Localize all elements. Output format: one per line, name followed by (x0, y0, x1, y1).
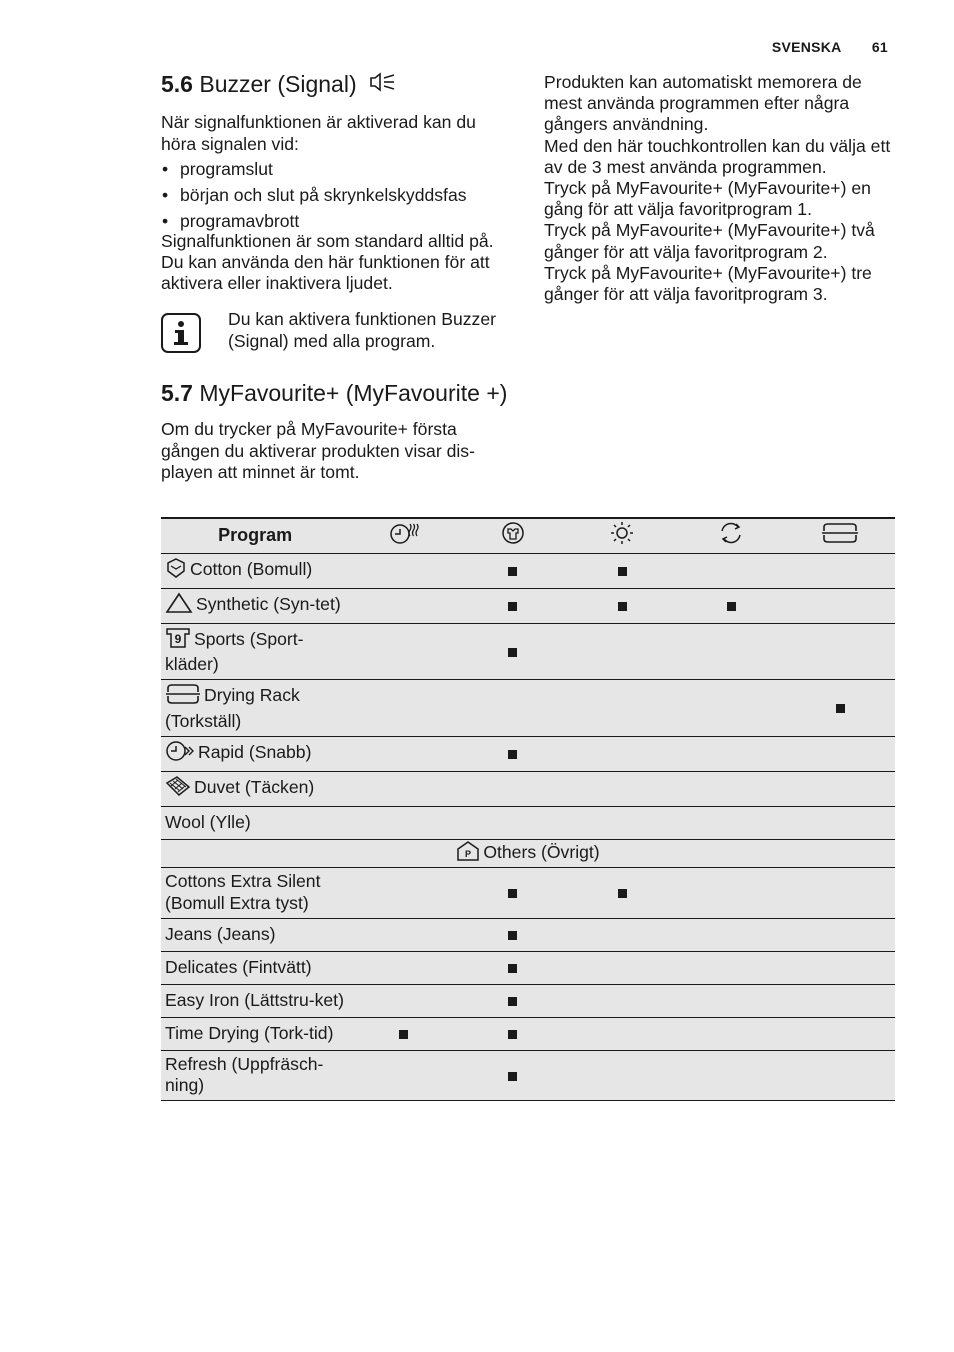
duvet-icon (165, 775, 191, 802)
option-cell (349, 1017, 458, 1050)
program-name-cell (161, 553, 349, 588)
table-row (161, 807, 895, 840)
option-cell (458, 984, 567, 1017)
option-cell (786, 1050, 895, 1100)
program-name: Jeans (Jeans) (165, 923, 276, 944)
cotton-icon (165, 557, 187, 584)
paragraph: Tryck på MyFavourite+ (MyFavourite+) två gånger för att välja favoritprogram 2. (544, 220, 875, 262)
program-name: Cotton (Bomull) (190, 558, 313, 579)
program-name-cell (161, 771, 349, 806)
option-cell (349, 984, 458, 1017)
program-rows (161, 553, 895, 840)
buzzer-intro: När signalfunktionen är aktiverad kan du höra signalen vid: (161, 112, 476, 154)
drying-rack-icon (786, 518, 895, 553)
option-available-marker (508, 648, 517, 657)
time-drying-icon (349, 518, 458, 553)
other-program-rows (161, 868, 895, 1101)
option-cell (458, 1050, 567, 1100)
option-cell (677, 951, 786, 984)
delay-start-icon (568, 518, 677, 553)
option-cell (568, 736, 677, 771)
section-title: MyFavourite+ (MyFavourite +) (199, 380, 508, 407)
option-cell (568, 680, 677, 736)
program-name: Drying Rack (Torkställ) (165, 685, 300, 731)
svg-text:9: 9 (174, 631, 182, 646)
table-row (161, 553, 895, 588)
option-cell (786, 623, 895, 679)
option-cell (568, 984, 677, 1017)
program-name: Cottons Extra Silent (Bomull Extra tyst) (165, 871, 321, 913)
option-available-marker (508, 1030, 517, 1039)
option-cell (786, 868, 895, 918)
option-cell (786, 736, 895, 771)
section-number: 5.6 (161, 71, 193, 97)
option-cell (458, 623, 567, 679)
option-available-marker (508, 931, 517, 940)
program-name-cell (161, 868, 349, 918)
paragraph: Med den här touchkontrollen kan du välja ett av de 3 mest använda programmen. (544, 135, 891, 177)
others-category-label: Others (Övrigt) (483, 842, 600, 863)
info-note (161, 309, 511, 353)
option-cell (458, 868, 567, 918)
option-cell (568, 623, 677, 679)
option-cell (677, 918, 786, 951)
option-cell (677, 623, 786, 679)
drying-level-icon (458, 518, 567, 553)
table-row (161, 1017, 895, 1050)
table-row (161, 868, 895, 918)
section-5-6-heading (161, 70, 511, 100)
option-cell (458, 1017, 567, 1050)
paragraph: Tryck på MyFavourite+ (MyFavourite+) tre gånger för att välja favoritprogram 3. (544, 262, 872, 305)
table-row (161, 623, 895, 679)
option-cell (458, 771, 567, 806)
option-cell (349, 1050, 458, 1100)
option-cell (786, 984, 895, 1017)
sports-icon (165, 627, 191, 654)
others-category-cell (161, 840, 895, 868)
option-cell (458, 680, 567, 736)
program-name-cell (161, 588, 349, 623)
option-cell (677, 868, 786, 918)
list-item: • början och slut på skrynkelskyddsfas (161, 185, 511, 206)
option-cell (786, 951, 895, 984)
option-cell (349, 951, 458, 984)
program-name: Time Drying (Tork-tid) (165, 1022, 334, 1043)
program-name-cell (161, 1050, 349, 1100)
table-row (161, 736, 895, 771)
option-cell (458, 588, 567, 623)
option-cell (568, 1050, 677, 1100)
rapid-icon (165, 740, 195, 767)
table-row (161, 951, 895, 984)
program-name: Duvet (Täcken) (194, 776, 315, 797)
option-available-marker (508, 750, 517, 759)
section-title: Buzzer (Signal) (199, 71, 357, 97)
program-name-cell (161, 1017, 349, 1050)
option-available-marker (508, 1072, 517, 1081)
program-name: Synthetic (Syn-tet) (196, 593, 341, 614)
option-cell (349, 771, 458, 806)
page-number: 61 (871, 39, 888, 55)
option-cell (568, 771, 677, 806)
program-name-cell (161, 918, 349, 951)
option-available-marker (618, 602, 627, 611)
program-column-header: Program (218, 525, 293, 546)
option-cell (568, 807, 677, 840)
option-cell (677, 1050, 786, 1100)
program-name-cell (161, 951, 349, 984)
table-row (161, 771, 895, 806)
option-cell (568, 1017, 677, 1050)
paragraph: Tryck på MyFavourite+ (MyFavourite+) en gång för att välja favoritprogram 1. (544, 178, 871, 220)
list-item: • programslut (161, 159, 511, 180)
program-name: Easy Iron (Lättstru-ket) (165, 989, 344, 1010)
option-cell (349, 553, 458, 588)
paragraph: Produkten kan automatiskt memorera de mest använda programmen efter några gångers användning. (544, 72, 862, 135)
left-column (161, 70, 511, 483)
anti-crease-icon (677, 518, 786, 553)
option-cell (677, 771, 786, 806)
option-cell (568, 951, 677, 984)
table-row (161, 984, 895, 1017)
option-cell (568, 553, 677, 588)
table-header-row (161, 518, 895, 553)
option-available-marker (618, 567, 627, 576)
option-cell (458, 951, 567, 984)
option-cell (677, 736, 786, 771)
option-cell (786, 807, 895, 840)
option-available-marker (399, 1030, 408, 1039)
program-name-cell (161, 736, 349, 771)
option-available-marker (836, 704, 845, 713)
program-name: Rapid (Snabb) (198, 741, 312, 762)
option-available-marker (508, 964, 517, 973)
program-name: Sports (Sport-kläder) (165, 628, 304, 675)
header-language: SVENSKA (771, 39, 842, 55)
list-item: • programavbrott (161, 211, 511, 232)
option-cell (349, 623, 458, 679)
info-icon (161, 313, 201, 353)
option-available-marker (508, 889, 517, 898)
option-available-marker (508, 997, 517, 1006)
option-cell (677, 588, 786, 623)
info-note-text: Du kan aktivera funktionen Buzzer (Signal) med alla program. (228, 309, 496, 351)
option-cell (568, 868, 677, 918)
option-cell (349, 588, 458, 623)
buzzer-speaker-icon (369, 71, 397, 100)
program-name-cell (161, 623, 349, 679)
buzzer-bullet-list (161, 159, 511, 232)
others-category (161, 840, 895, 868)
option-available-marker (727, 602, 736, 611)
option-cell (349, 680, 458, 736)
program-name-cell (161, 807, 349, 840)
table-row (161, 680, 895, 736)
buzzer-body: Signalfunktionen är som standard alltid på. Du kan använda den här funktionen för att aktivera eller inaktivera ljudet. (161, 230, 494, 294)
category-row (161, 840, 895, 868)
option-cell (786, 918, 895, 951)
option-available-marker (508, 602, 517, 611)
option-cell (786, 553, 895, 588)
option-cell (786, 588, 895, 623)
option-cell (568, 918, 677, 951)
program-name: Wool (Ylle) (165, 812, 251, 833)
table-row (161, 588, 895, 623)
program-name-cell (161, 680, 349, 736)
option-available-marker (618, 889, 627, 898)
option-cell (677, 1017, 786, 1050)
svg-text:P: P (465, 849, 472, 860)
option-cell (458, 918, 567, 951)
drying-rack-icon (165, 683, 201, 710)
program-name: Delicates (Fintvätt) (165, 956, 312, 977)
table-row (161, 1050, 895, 1100)
program-name: Refresh (Uppfräsch-ning) (165, 1053, 324, 1095)
option-cell (677, 807, 786, 840)
right-column (544, 72, 896, 305)
page-header (772, 39, 888, 55)
option-cell (677, 553, 786, 588)
program-name-cell (161, 984, 349, 1017)
others-icon (456, 840, 480, 867)
synthetic-icon (165, 592, 193, 619)
option-cell (786, 771, 895, 806)
option-cell (349, 918, 458, 951)
section-number: 5.7 (161, 380, 193, 407)
option-available-marker (508, 567, 517, 576)
option-cell (786, 1017, 895, 1050)
option-cell (786, 680, 895, 736)
table-row (161, 918, 895, 951)
option-cell (458, 736, 567, 771)
option-cell (349, 868, 458, 918)
option-cell (458, 553, 567, 588)
option-cell (568, 588, 677, 623)
option-cell (677, 680, 786, 736)
myfavourite-body: Om du trycker på MyFavourite+ första gången du aktiverar produkten visar dis-playen att minnet är tomt. (161, 419, 475, 482)
option-cell (458, 807, 567, 840)
program-options-table (161, 517, 895, 1101)
section-5-7-heading (161, 379, 511, 408)
option-cell (349, 807, 458, 840)
option-cell (677, 984, 786, 1017)
option-cell (349, 736, 458, 771)
